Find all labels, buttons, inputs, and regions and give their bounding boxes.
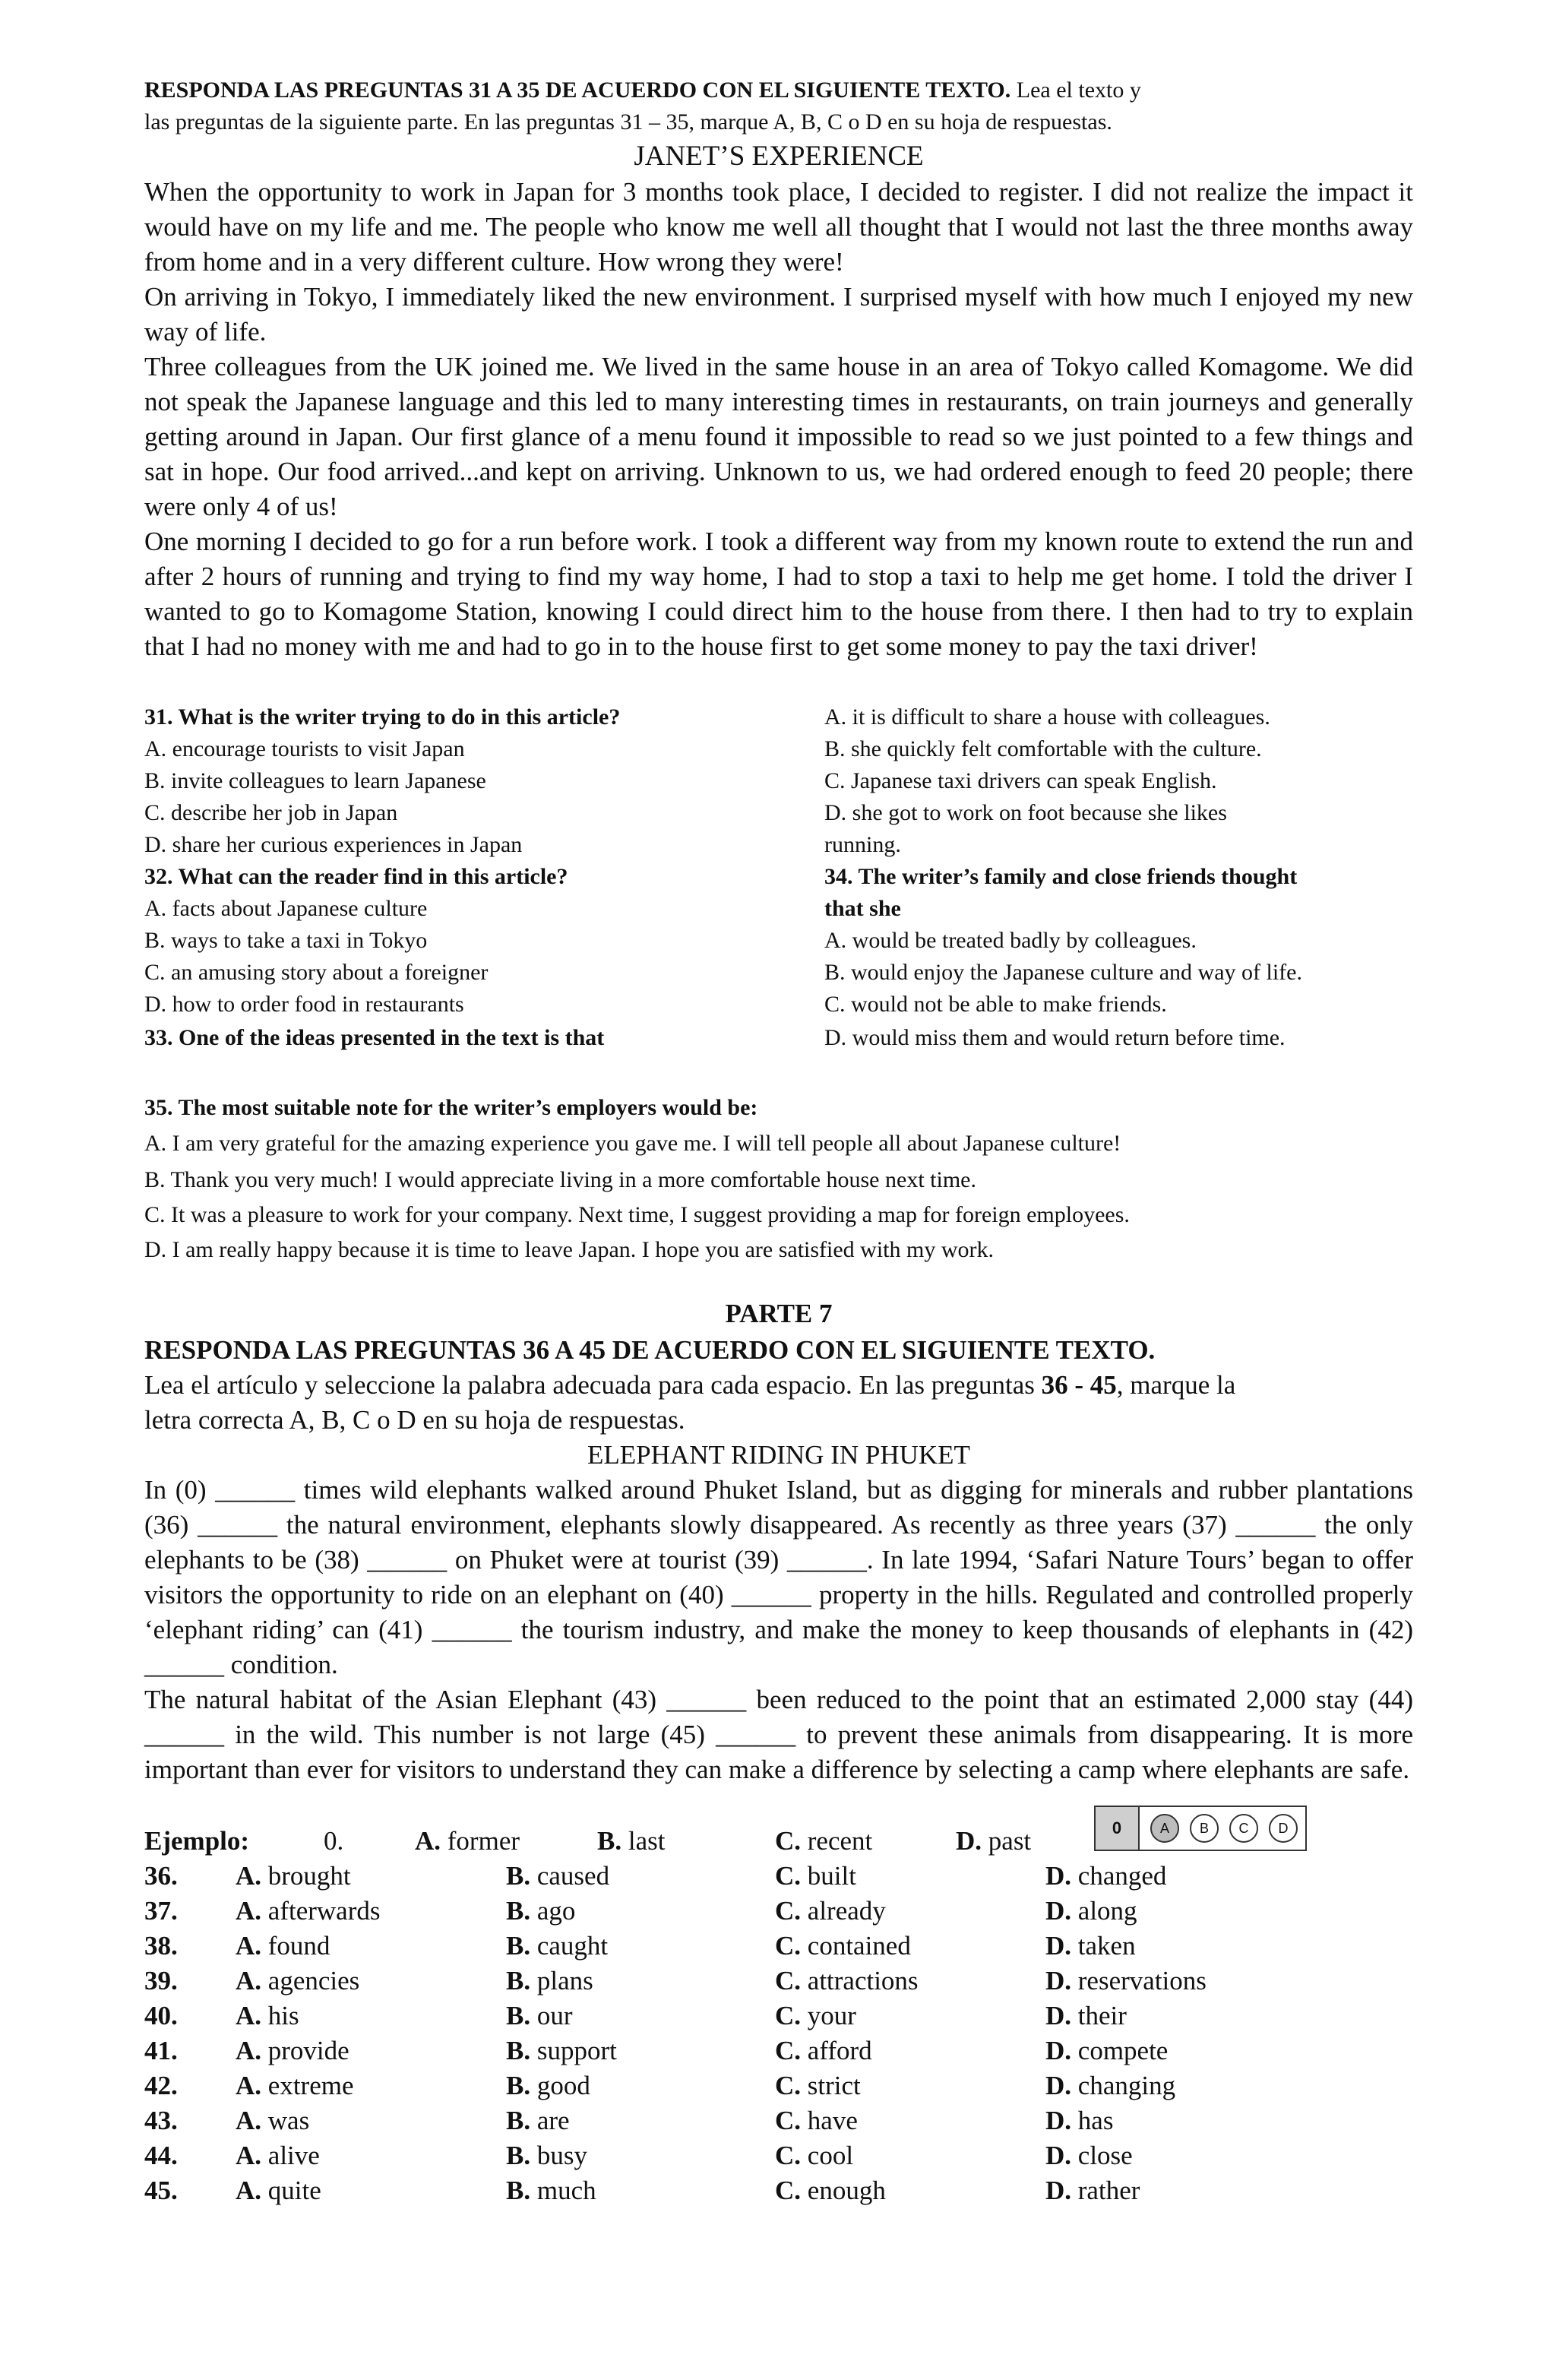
part7-instructions-line-1: Lea el artículo y seleccione la palabra adecuada para cada espacio. En las preguntas 36 - 45, marque la xyxy=(144,1370,1236,1400)
option-a[interactable]: A. quite xyxy=(236,2176,321,2205)
example-number: 0. xyxy=(324,1826,344,1856)
option-c[interactable]: C. contained xyxy=(775,1931,911,1961)
answer-row xyxy=(144,2173,1413,2208)
option[interactable]: A. facts about Japanese culture xyxy=(144,896,428,921)
option[interactable]: D. would miss them and would return before time. xyxy=(824,1025,1286,1050)
question-33: 33. One of the ideas presented in the text is that xyxy=(144,1025,605,1050)
option[interactable]: D. I am really happy because it is time to leave Japan. I hope you are satisfied with my work. xyxy=(144,1237,994,1262)
example-option-a: A. former xyxy=(415,1826,520,1856)
instructions-line-2: las preguntas de la siguiente parte. En las preguntas 31 – 35, marque A, B, C o D en su hoja de respuestas. xyxy=(144,109,1112,135)
question-31: 31. What is the writer trying to do in this article? xyxy=(144,704,621,730)
option[interactable]: D. share her curious experiences in Japan xyxy=(144,832,523,857)
answer-row xyxy=(144,2138,1413,2173)
option[interactable]: B. ways to take a taxi in Tokyo xyxy=(144,928,428,953)
option-d[interactable]: D. has xyxy=(1045,2106,1114,2135)
option[interactable]: A. encourage tourists to visit Japan xyxy=(144,736,465,761)
question-number: 41. xyxy=(144,2036,178,2065)
option-b[interactable]: B. much xyxy=(506,2176,596,2205)
option[interactable]: C. It was a pleasure to work for your company. Next time, I suggest providing a map for foreign employees. xyxy=(144,1202,1130,1227)
option-a[interactable]: A. provide xyxy=(236,2036,349,2065)
example-option-b: B. last xyxy=(597,1826,666,1856)
option[interactable]: D. how to order food in restaurants xyxy=(144,992,464,1017)
question-number: 42. xyxy=(144,2071,178,2100)
reading-paragraph: One morning I decided to go for a run before work. I took a different way from my known route to extend the run and after 2 hours of running and trying to find my way home, I had to stop a taxi to help me get home. I told the driver I wanted to go to Komagome Station, knowing I could direct him to the house from there. I then had to try to explain that I had no money with me and had to go in to the house first to get some money to pay the taxi driver! xyxy=(144,527,1413,661)
answer-row xyxy=(144,1894,1413,1929)
bubble-c: C xyxy=(1229,1814,1258,1843)
option-d[interactable]: D. reservations xyxy=(1045,1966,1207,1995)
option-b[interactable]: B. are xyxy=(506,2106,570,2135)
option-d[interactable]: D. changed xyxy=(1045,1861,1167,1891)
option-a[interactable]: A. his xyxy=(236,2001,299,2030)
option-a[interactable]: A. agencies xyxy=(236,1966,360,1995)
option-a[interactable]: A. extreme xyxy=(236,2071,354,2100)
option[interactable]: A. would be treated badly by colleagues. xyxy=(824,928,1197,953)
bubble-b: B xyxy=(1190,1814,1219,1843)
instructions-line-1: RESPONDA LAS PREGUNTAS 31 A 35 DE ACUERDO CON EL SIGUIENTE TEXTO. Lea el texto y xyxy=(144,78,1141,103)
option-c[interactable]: C. your xyxy=(775,2001,856,2030)
answer-row xyxy=(144,1999,1413,2033)
question-number: 37. xyxy=(144,1896,178,1926)
option-b[interactable]: B. busy xyxy=(506,2141,587,2170)
option-c[interactable]: C. enough xyxy=(775,2176,886,2205)
example-label: Ejemplo: xyxy=(144,1826,250,1856)
option-d[interactable]: D. close xyxy=(1045,2141,1133,2170)
option-a[interactable]: A. brought xyxy=(236,1861,351,1891)
article-paragraph: The natural habitat of the Asian Elephant (43) ______ been reduced to the point that an estimated 2,000 stay (44) ______ in the wild. This number is not large (45) ______ to prevent these animals from disappearing. It is more important than ever for visitors to understand they can make a difference by selecting a camp where elephants are safe. xyxy=(144,1685,1413,1784)
answer-row xyxy=(144,1929,1413,1964)
question-34: 34. The writer’s family and close friends thought xyxy=(824,864,1298,889)
bubble-d: D xyxy=(1269,1814,1298,1843)
option-a[interactable]: A. was xyxy=(236,2106,310,2135)
option-b[interactable]: B. good xyxy=(506,2071,590,2100)
option-b[interactable]: B. ago xyxy=(506,1896,576,1926)
question-32: 32. What can the reader find in this article? xyxy=(144,864,568,889)
option[interactable]: A. it is difficult to share a house with colleagues. xyxy=(824,704,1270,730)
example-zero-cell: 0 xyxy=(1096,1807,1140,1850)
question-number: 36. xyxy=(144,1861,178,1891)
option-a[interactable]: A. afterwards xyxy=(236,1896,381,1926)
option-c[interactable]: C. have xyxy=(775,2106,858,2135)
reading-paragraph: When the opportunity to work in Japan for 3 months took place, I decided to register. I did not realize the impact it would have on my life and me. The people who know me well all thought that I would not last the three months away from home and in a very different culture. How wrong they were! xyxy=(144,177,1413,277)
answer-row xyxy=(144,2103,1413,2138)
option[interactable]: B. invite colleagues to learn Japanese xyxy=(144,768,486,793)
question-number: 43. xyxy=(144,2106,178,2135)
option[interactable]: C. would not be able to make friends. xyxy=(824,992,1167,1017)
question-number: 38. xyxy=(144,1931,178,1961)
question-number: 44. xyxy=(144,2141,178,2170)
answer-row xyxy=(144,2068,1413,2103)
option[interactable]: C. Japanese taxi drivers can speak English. xyxy=(824,768,1217,793)
option-a[interactable]: A. found xyxy=(236,1931,330,1961)
option[interactable]: D. she got to work on foot because she likes xyxy=(824,800,1227,825)
option-d[interactable]: D. their xyxy=(1045,2001,1127,2030)
option[interactable]: B. Thank you very much! I would appreciate living in a more comfortable house next time. xyxy=(144,1167,976,1192)
example-answer-sheet xyxy=(1094,1806,1307,1851)
question-number: 39. xyxy=(144,1966,178,1995)
question-34-line-2: that she xyxy=(824,896,901,921)
part-heading: PARTE 7 xyxy=(725,1299,833,1328)
option-c[interactable]: C. built xyxy=(775,1861,856,1891)
option-d[interactable]: D. along xyxy=(1045,1896,1137,1926)
question-35: 35. The most suitable note for the writer’s employers would be: xyxy=(144,1095,758,1120)
answer-row xyxy=(144,1859,1413,1894)
option-d[interactable]: D. taken xyxy=(1045,1931,1136,1961)
answer-row xyxy=(144,1964,1413,1999)
reading-paragraph: Three colleagues from the UK joined me. We lived in the same house in an area of Tokyo called Komagome. We did not speak the Japanese language and this led to many interesting times in restaurants, on train journeys and generally getting around in Japan. Our first glance of a menu found it impossible to read so we just pointed to a few things and sat in hope. Our food arrived...and kept on arriving. Unknown to us, we had ordered enough to feed 20 people; there were only 4 of us! xyxy=(144,352,1413,521)
option-b[interactable]: B. caused xyxy=(506,1861,610,1891)
option-d[interactable]: D. changing xyxy=(1045,2071,1176,2100)
option-continuation: running. xyxy=(824,832,901,857)
example-option-d: D. past xyxy=(956,1826,1032,1856)
option[interactable]: B. she quickly felt comfortable with the culture. xyxy=(824,736,1262,761)
article-paragraph: In (0) ______ times wild elephants walked around Phuket Island, but as digging for minerals and rubber plantations (36) ______ the natural environment, elephants slowly disappeared. As recently as three years (37) ______ the only elephants to be (38) ______ on Phuket were at tourist (39) ______. In late 1994, ‘Safari Nature Tours’ began to offer visitors the opportunity to ride on an elephant on (40) ______ property in the hills. Regulated and controlled properly ‘elephant riding’ can (41) ______ the tourism industry, and make the money to keep thousands of elephants in (42) ______ condition. xyxy=(144,1475,1413,1679)
example-option-c: C. recent xyxy=(775,1826,873,1856)
option-d[interactable]: D. rather xyxy=(1045,2176,1140,2205)
bubble-a: A xyxy=(1150,1814,1179,1843)
option-b[interactable]: B. support xyxy=(506,2036,617,2065)
article-title: ELEPHANT RIDING IN PHUKET xyxy=(587,1440,970,1470)
option[interactable]: C. describe her job in Japan xyxy=(144,800,398,825)
option-b[interactable]: B. plans xyxy=(506,1966,593,1995)
part7-instructions-line-2: letra correcta A, B, C o D en su hoja de respuestas. xyxy=(144,1405,685,1435)
question-number: 40. xyxy=(144,2001,178,2030)
option-c[interactable]: C. attractions xyxy=(775,1966,919,1995)
option-a[interactable]: A. alive xyxy=(236,2141,320,2170)
option[interactable]: B. would enjoy the Japanese culture and way of life. xyxy=(824,960,1302,985)
option[interactable]: C. an amusing story about a foreigner xyxy=(144,960,489,985)
option-c[interactable]: C. strict xyxy=(775,2071,861,2100)
option-b[interactable]: B. caught xyxy=(506,1931,609,1961)
part7-instructions-bold: RESPONDA LAS PREGUNTAS 36 A 45 DE ACUERDO CON EL SIGUIENTE TEXTO. xyxy=(144,1335,1156,1365)
option[interactable]: A. I am very grateful for the amazing experience you gave me. I will tell people all about Japanese culture! xyxy=(144,1131,1121,1156)
option-c[interactable]: C. afford xyxy=(775,2036,872,2065)
reading-title: JANET’S EXPERIENCE xyxy=(634,141,924,172)
option-c[interactable]: C. already xyxy=(775,1896,886,1926)
answer-row xyxy=(144,2033,1413,2068)
reading-paragraph: On arriving in Tokyo, I immediately liked the new environment. I surprised myself with how much I enjoyed my new way of life. xyxy=(144,282,1413,347)
question-number: 45. xyxy=(144,2176,178,2205)
option-b[interactable]: B. our xyxy=(506,2001,573,2030)
option-d[interactable]: D. compete xyxy=(1045,2036,1169,2065)
option-c[interactable]: C. cool xyxy=(775,2141,854,2170)
